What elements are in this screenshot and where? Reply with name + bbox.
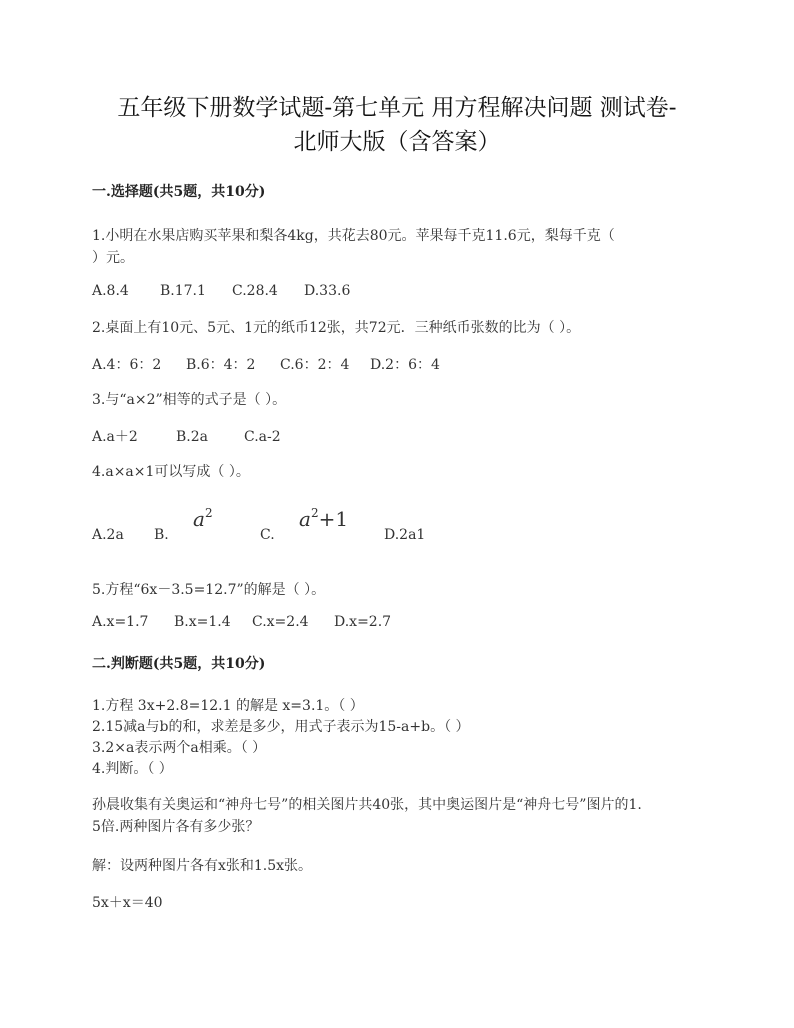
page-title-line-1: 五年级下册数学试题-第七单元 用方程解决问题 测试卷- [117,95,677,121]
option-d: D.2：6：4 [370,357,440,373]
option-a: A.a＋2 [92,429,138,445]
question-5-options [92,614,391,630]
problem-text-line-1: 孙晨收集有关奥运和“神舟七号”的相关图片共40张，其中奥运图片是“神舟七号”图片的1. [92,797,642,813]
solution-text: 解：设两种图片各有x张和1.5x张。 [92,858,313,874]
question-4-options [92,527,425,543]
option-d: D.x=2.7 [334,614,392,630]
option-b: B. [154,527,169,543]
judgement-item-2: 2.15减a与b的和，求差是多少，用式子表示为15-a+b。（ ） [92,719,470,735]
judgement-item-1: 1.方程 3x+2.8=12.1 的解是 x=3.1。（ ） [92,698,364,714]
question-3-text: 3.与“a×2”相等的式子是（ ）。 [92,392,287,408]
question-1-text-line-1: 1.小明在水果店购买苹果和梨各4kg，共花去80元。苹果每千克11.6元，梨每千克（ [92,228,615,244]
question-2-text: 2.桌面上有10元、5元、1元的纸币12张，共72元．三种纸币张数的比为（ ）。 [92,320,581,336]
option-d: D.33.6 [304,283,351,299]
option-d: D.2a1 [384,527,426,543]
option-b: B.2a [176,429,208,445]
judgement-item-3: 3.2×a表示两个a相乘。（ ） [92,740,267,756]
option-c: C.6：2：4 [280,357,350,373]
option-c: C.28.4 [232,283,278,299]
option-c-formula: $a^2+1$ [299,506,349,531]
option-a: A.4：6：2 [92,357,162,373]
question-4-text: 4.a×a×1可以写成（ ）。 [92,464,250,480]
option-a: A.x=1.7 [92,614,149,630]
option-b-formula: $a^2$ [193,506,213,531]
question-3-options [92,426,281,446]
option-a: A.2a [92,527,124,543]
option-c: C.x=2.4 [252,614,309,630]
judgement-item-4: 4.判断。（ ） [92,761,173,777]
question-1-text-line-2: ）元。 [92,250,134,266]
question-2-options [92,354,440,374]
problem-text-line-2: 5倍.两种图片各有多少张？ [92,819,260,835]
option-a: A.8.4 [92,283,129,299]
option-b: B.17.1 [160,283,206,299]
question-1-options [92,283,350,299]
option-b: B.x=1.4 [174,614,231,630]
page-title-line-2: 北师大版（含答案） [293,129,501,155]
section-heading-choice: 一.选择题(共5题，共10分) [92,184,266,200]
equation-text: 5x＋x＝40 [92,895,163,911]
section-heading-judgement: 二.判断题(共5题，共10分) [92,656,266,672]
option-c: C.a-2 [244,429,281,445]
option-b: B.6：4：2 [186,357,256,373]
option-c: C. [260,527,275,543]
question-5-text: 5.方程“6x－3.5=12.7”的解是（ ）。 [92,582,326,598]
